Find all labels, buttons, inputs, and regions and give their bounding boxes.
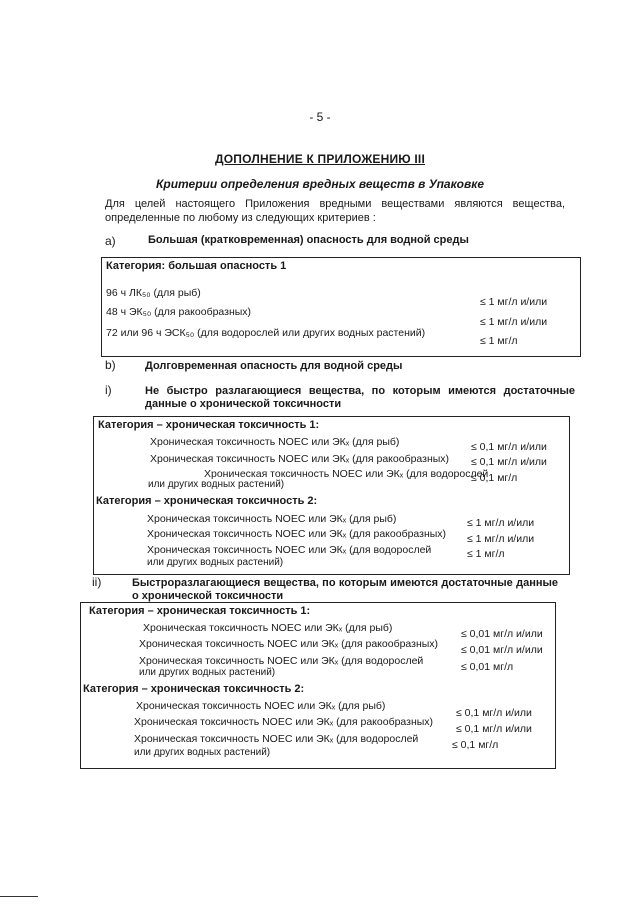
sub-i-cat2-row-value: ≤ 1 мг/л (467, 548, 505, 560)
sub-i-cat1-row-text-cont: или других водных растений) (148, 479, 285, 490)
page-heading: ДОПОЛНЕНИЕ К ПРИЛОЖЕНИЮ III (214, 152, 426, 166)
sub-i-cat1-row-text: Хроническая токсичность NOEC или ЭКₓ (для рыб) (150, 436, 400, 448)
section-a-row-text: 48 ч ЭК₅₀ (для ракообразных) (106, 306, 252, 318)
sub-i-cat1-row-value: ≤ 0,1 мг/л (471, 472, 518, 484)
sub-i-cat2-row-text: Хроническая токсичность NOEC или ЭКₓ (для водорослей (147, 544, 432, 556)
sub-ii-cat2-row-text: Хроническая токсичность NOEC или ЭКₓ (для рыб) (136, 700, 386, 712)
sub-ii-cat1-row-text-cont: или других водных растений) (139, 667, 276, 678)
sub-ii-cat2-row-value: ≤ 0,1 мг/л (452, 739, 499, 751)
sub-ii-cat1-row-text: Хроническая токсичность NOEC или ЭКₓ (для ракообразных) (139, 638, 439, 650)
sub-i-cat1-row-value: ≤ 0,1 мг/л и/или (471, 441, 547, 453)
sub-i-cat1-row-text: Хроническая токсичность NOEC или ЭКₓ (для водорослей (204, 468, 489, 480)
footer-divider (0, 896, 38, 897)
sub-ii-marker: ii) (92, 575, 102, 589)
section-a-box-title: Категория: большая опасность 1 (106, 260, 287, 272)
sub-i-cat2-row-text: Хроническая токсичность NOEC или ЭКₓ (для ракообразных) (147, 528, 447, 540)
section-a-row-value: ≤ 1 мг/л (480, 335, 518, 347)
section-a-box (101, 257, 581, 357)
sub-i-cat1-row-text: Хроническая токсичность NOEC или ЭКₓ (для ракообразных) (150, 453, 450, 465)
section-b-title: Долговременная опасность для водной среды (145, 360, 403, 372)
section-a-row-value: ≤ 1 мг/л и/или (480, 296, 548, 308)
sub-ii-cat1-title: Категория – хроническая токсичность 1: (89, 605, 311, 617)
sub-ii-cat2-row-text: Хроническая токсичность NOEC или ЭКₓ (для водорослей (134, 733, 419, 745)
page-number: - 5 - (309, 110, 331, 124)
section-a-row-value: ≤ 1 мг/л и/или (480, 316, 548, 328)
sub-ii-cat1-row-value: ≤ 0,01 мг/л и/или (461, 628, 543, 640)
sub-i-box (93, 416, 570, 575)
sub-i-cat2-row-text: Хроническая токсичность NOEC или ЭКₓ (для рыб) (147, 513, 397, 525)
sub-i-cat2-row-value: ≤ 1 мг/л и/или (467, 517, 535, 529)
sub-i-cat1-row-value: ≤ 0,1 мг/л и/или (471, 456, 547, 468)
section-b-marker: b) (105, 358, 116, 372)
sub-i-marker: i) (105, 383, 112, 397)
sub-ii-cat2-row-text: Хроническая токсичность NOEC или ЭКₓ (для ракообразных) (134, 716, 434, 728)
sub-ii-cat2-title: Категория – хроническая токсичность 2: (83, 683, 305, 695)
section-a-row-text: 96 ч ЛК₅₀ (для рыб) (106, 287, 201, 299)
sub-ii-cat2-row-value: ≤ 0,1 мг/л и/или (456, 707, 532, 719)
sub-i-cat1-title: Категория – хроническая токсичность 1: (98, 419, 320, 431)
sub-ii-box (80, 602, 556, 769)
sub-ii-cat2-row-value: ≤ 0,1 мг/л и/или (456, 723, 532, 735)
section-a-title: Большая (кратковременная) опасность для водной среды (148, 234, 469, 246)
sub-ii-cat1-row-value: ≤ 0,01 мг/л (461, 661, 514, 673)
sub-i-title: Не быстро разлагающиеся вещества, по которым имеются достаточные данные о хронической токсичности (145, 385, 575, 410)
sub-ii-cat1-row-text: Хроническая токсичность NOEC или ЭКₓ (для водорослей (139, 655, 424, 667)
sub-i-cat2-row-text-cont: или других водных растений) (147, 557, 284, 568)
sub-ii-cat1-row-text: Хроническая токсичность NOEC или ЭКₓ (для рыб) (143, 622, 393, 634)
sub-ii-title: Быстроразлагающиеся вещества, по которым имеются достаточные данные о хронической токсичности (132, 577, 558, 602)
sub-i-cat2-row-value: ≤ 1 мг/л и/или (467, 533, 535, 545)
page-subheading: Критерии определения вредных веществ в Упаковке (156, 177, 484, 191)
section-a-marker: a) (105, 234, 116, 248)
sub-ii-cat2-row-text-cont: или других водных растений) (134, 747, 271, 758)
sub-ii-cat1-row-value: ≤ 0,01 мг/л и/или (461, 644, 543, 656)
sub-i-cat2-title: Категория – хроническая токсичность 2: (96, 495, 318, 507)
section-a-row-text: 72 или 96 ч ЭСК₅₀ (для водорослей или других водных растений) (106, 327, 426, 339)
intro-paragraph: Для целей настоящего Приложения вредными веществами являются вещества, определенные по любому из следующих критериев : (105, 198, 565, 224)
